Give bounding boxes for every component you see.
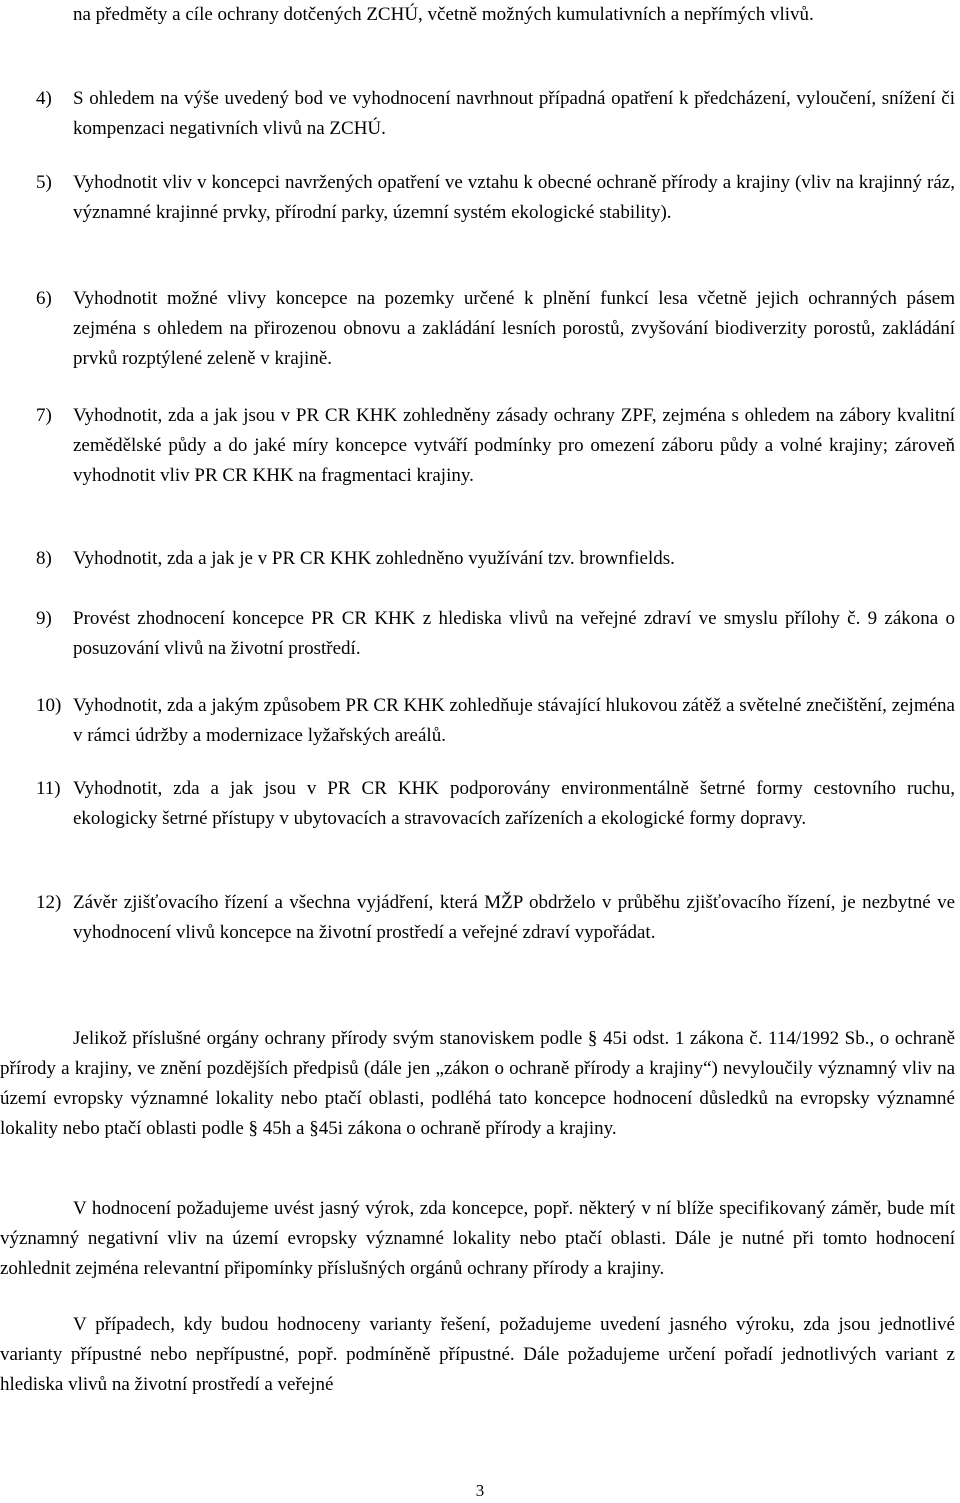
continuation-text: na předměty a cíle ochrany dotčených ZCHÚ, včetně možných kumulativních a nepřímých vlivů. xyxy=(73,4,814,25)
item-number: 11) xyxy=(36,778,61,799)
body-paragraph: V hodnocení požadujeme uvést jasný výrok, zda koncepce, popř. některý v ní blíže specifikovaný záměr, bude mít významný negativní vliv na území evropsky významné lokality nebo ptačí oblasti. Dále je nutné při tomto hodnocení zohlednit zejména relevantní připomínky příslušných orgánů ochrany přírody a krajiny. xyxy=(0,1198,955,1279)
item-number: 9) xyxy=(36,608,52,629)
page-number: 3 xyxy=(475,1481,485,1500)
item-number: 7) xyxy=(36,405,52,426)
item-number: 8) xyxy=(36,548,52,569)
item-number: 10) xyxy=(36,695,62,716)
item-number: 5) xyxy=(36,172,52,193)
item-text: Vyhodnotit, zda a jak je v PR CR KHK zohledněno využívání tzv. brownfields. xyxy=(73,548,675,569)
item-text: Vyhodnotit, zda a jakým způsobem PR CR KHK zohledňuje stávající hlukovou zátěž a světelné znečištění, zejména v rámci údržby a modernizace lyžařských areálů. xyxy=(73,695,955,746)
item-number: 6) xyxy=(36,288,52,309)
item-text: S ohledem na výše uvedený bod ve vyhodnocení navrhnout případná opatření k předcházení, vyloučení, snížení či kompenzaci negativních vlivů na ZCHÚ. xyxy=(73,88,955,139)
item-text: Vyhodnotit, zda a jak jsou v PR CR KHK zohledněny zásady ochrany ZPF, zejména s ohledem na zábory kvalitní zemědělské půdy a do jaké míry koncepce vytváří podmínky pro omezení záboru půdy a volné krajiny; zároveň vyhodnotit vliv PR CR KHK na fragmentaci krajiny. xyxy=(73,405,955,486)
item-text: Závěr zjišťovacího řízení a všechna vyjádření, která MŽP obdrželo v průběhu zjišťovacího řízení, je nezbytné ve vyhodnocení vlivů koncepce na životní prostředí a veřejné zdraví vypořádat. xyxy=(73,892,955,943)
item-number: 4) xyxy=(36,88,52,109)
item-text: Vyhodnotit, zda a jak jsou v PR CR KHK podporovány environmentálně šetrné formy cestovního ruchu, ekologicky šetrné přístupy v ubytovacích a stravovacích zařízeních a ekologické formy dopravy. xyxy=(73,778,955,829)
item-text: Vyhodnotit vliv v koncepci navržených opatření ve vztahu k obecné ochraně přírody a krajiny (vliv na krajinný ráz, významné krajinné prvky, přírodní parky, územní systém ekologické stability). xyxy=(73,172,955,223)
item-text: Provést zhodnocení koncepce PR CR KHK z hlediska vlivů na veřejné zdraví ve smyslu přílohy č. 9 zákona o posuzování vlivů na životní prostředí. xyxy=(73,608,955,659)
body-paragraph: Jelikož příslušné orgány ochrany přírody svým stanoviskem podle § 45i odst. 1 zákona č. 114/1992 Sb., o ochraně přírody a krajiny, ve znění pozdějších předpisů (dále jen „zákon o ochraně přírody a krajiny“) nevyloučily významný vliv na území evropsky významné lokality nebo ptačí oblasti, podléhá tato koncepce hodnocení důsledků na evropsky významné lokality nebo ptačí oblasti podle § 45h a §45i zákona o ochraně přírody a krajiny. xyxy=(0,1028,955,1139)
body-paragraph: V případech, kdy budou hodnoceny varianty řešení, požadujeme uvedení jasného výroku, zda jsou jednotlivé varianty přípustné nebo nepřípustné, popř. podmíněně přípustné. Dále požadujeme určení pořadí jednotlivých variant z hlediska vlivů na životní prostředí a veřejné xyxy=(0,1314,955,1395)
item-text: Vyhodnotit možné vlivy koncepce na pozemky určené k plnění funkcí lesa včetně jejich ochranných pásem zejména s ohledem na přirozenou obnovu a zakládání lesních porostů, zvyšování biodiverzity porostů, zakládání prvků rozptýlené zeleně v krajině. xyxy=(73,288,955,369)
item-number: 12) xyxy=(36,892,62,913)
